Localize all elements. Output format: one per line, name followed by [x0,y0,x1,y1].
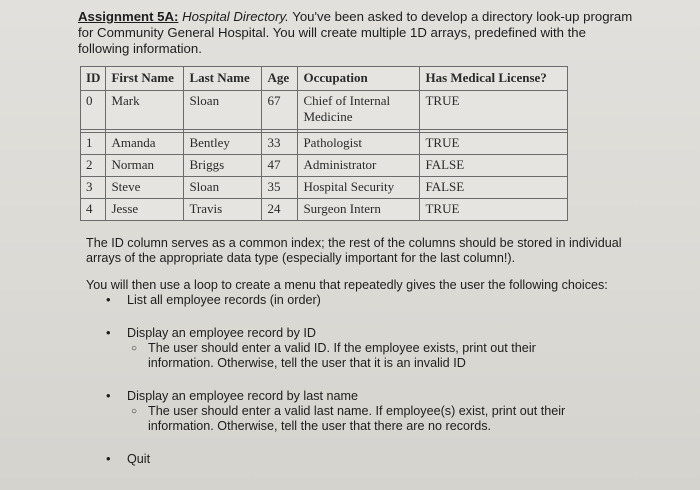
cell-occupation: Pathologist [298,133,420,155]
cell-occupation [298,91,420,130]
bullet-icon: • [106,325,111,340]
cell-id: 0 [81,91,106,130]
cell-occupation: Hospital Security [298,177,420,199]
intro-text-line1: You've been asked to develop a directory look-up program [292,9,633,24]
cell-age: 67 [262,91,298,130]
cell-id: 4 [81,199,106,221]
menu-item-by-last-name: Display an employee record by last name [127,389,358,403]
cell-last-name: Sloan [184,91,262,130]
menu-item-by-id-detail-line1: The user should enter a valid ID. If the employee exists, print out their [148,341,536,355]
cell-license: FALSE [420,155,568,177]
bullet-icon: • [106,388,111,403]
cell-license: TRUE [420,91,568,130]
menu-item-quit: Quit [127,452,151,466]
occupation-line2: Medicine [303,109,353,124]
cell-first-name: Jesse [106,199,184,221]
cell-license: FALSE [420,177,568,199]
cell-age: 33 [262,133,298,155]
menu-item-by-last-name-detail-line2: information. Otherwise, tell the user that there are no records. [148,419,491,433]
cell-age: 24 [262,199,298,221]
table-row [81,155,568,177]
header-first-name: First Name [106,67,184,91]
cell-age: 35 [262,177,298,199]
cell-id: 2 [81,155,106,177]
assignment-label: Assignment 5A: [78,9,179,24]
header-occupation: Occupation [298,67,420,91]
bullet-icon: • [106,451,111,466]
menu-item-by-id: Display an employee record by ID [127,326,316,340]
menu-item-list-all: List all employee records (in order) [127,293,321,307]
header-license: Has Medical License? [420,67,568,91]
menu-item-by-last-name-detail-line1: The user should enter a valid last name. If employee(s) exist, print out their [148,404,566,418]
cell-first-name: Norman [106,155,184,177]
header-age: Age [262,67,298,91]
directory-table [80,66,568,221]
index-paragraph-line2: arrays of the appropriate data type (especially important for the last column!). [86,251,516,265]
table-row [81,177,568,199]
table-row [81,133,568,155]
cell-first-name: Amanda [106,133,184,155]
header-id: ID [81,67,106,91]
assignment-title: Hospital Directory. [182,9,289,24]
table-row [81,199,568,221]
table-header-row [81,67,568,91]
cell-last-name: Bentley [184,133,262,155]
cell-last-name: Travis [184,199,262,221]
cell-id: 1 [81,133,106,155]
bullet-icon: • [106,292,111,307]
cell-license: TRUE [420,133,568,155]
intro-text-line2: for Community General Hospital. You will create multiple 1D arrays, predefined with the [78,25,586,40]
menu-intro-paragraph: You will then use a loop to create a menu that repeatedly gives the user the following choices: [86,278,608,292]
cell-id: 3 [81,177,106,199]
cell-license: TRUE [420,199,568,221]
index-paragraph-line1: The ID column serves as a common index; the rest of the columns should be stored in individual [86,236,622,250]
header-last-name: Last Name [184,67,262,91]
cell-first-name: Steve [106,177,184,199]
index-paragraph [86,236,636,266]
cell-occupation: Administrator [298,155,420,177]
cell-last-name: Briggs [184,155,262,177]
table-row [81,91,568,130]
sub-bullet-icon: ○ [131,343,138,354]
intro-text-line3: following information. [78,41,202,56]
menu-item-by-id-detail-line2: information. Otherwise, tell the user that it is an invalid ID [148,356,466,370]
cell-occupation: Surgeon Intern [298,199,420,221]
cell-last-name: Sloan [184,177,262,199]
occupation-line1: Chief of Internal [303,93,391,108]
sub-bullet-icon: ○ [131,406,138,417]
cell-age: 47 [262,155,298,177]
cell-first-name: Mark [106,91,184,130]
assignment-intro [78,9,638,57]
